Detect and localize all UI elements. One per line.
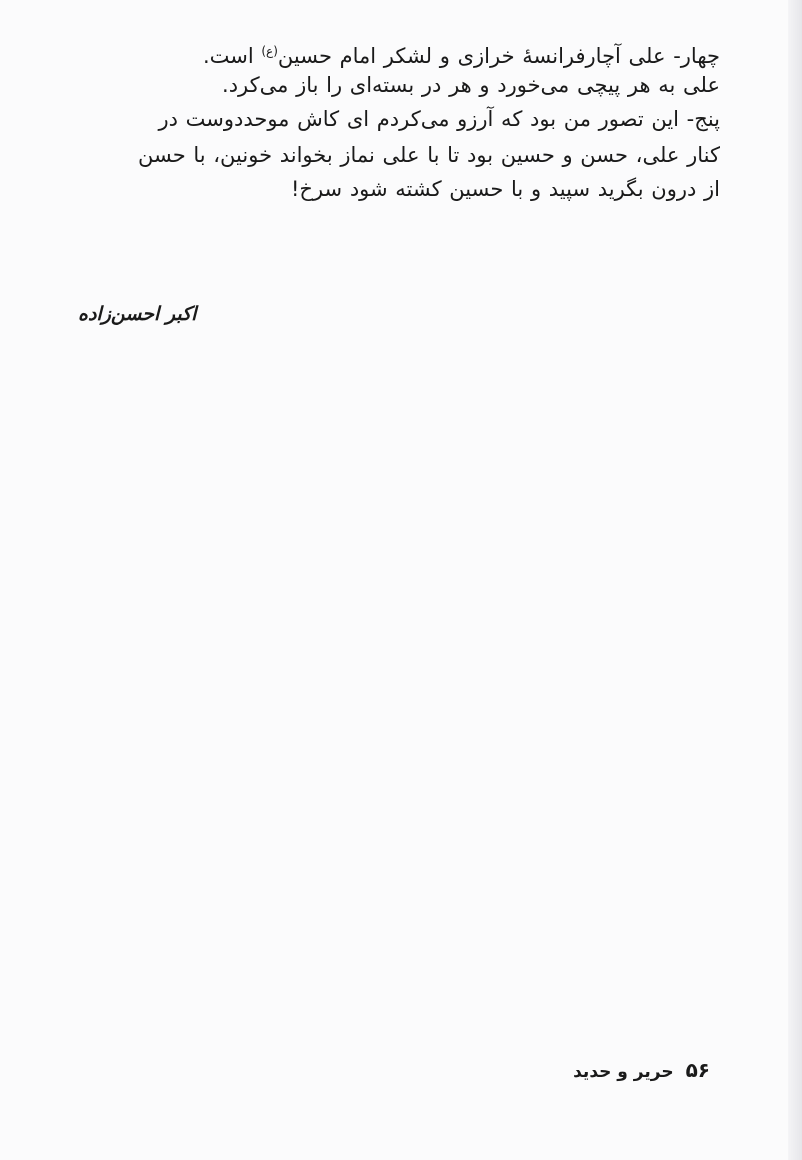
page-footer — [560, 1058, 710, 1082]
body-text — [70, 34, 720, 206]
author-signature: اکبر احسن‌زاده — [78, 303, 197, 325]
page-number: ۵۶ — [685, 1058, 710, 1082]
page-edge-shadow — [788, 0, 802, 1160]
paragraph-line: از درون بگرید سپید و با حسین کشته شود سرخ! — [291, 177, 720, 201]
paragraph-line: کنار علی، حسن و حسین بود تا با علی نماز بخواند خونین، با حسن — [137, 143, 720, 167]
paragraph-line: پنج- این تصور من بود که آرزو می‌کردم ای کاش موحددوست در — [158, 107, 720, 131]
paragraph-line: چهار- علی آچارفرانسهٔ خرازی و لشکر امام حسین$^{(ع)}$ است. — [202, 44, 720, 68]
book-title: حریر و حدید — [573, 1062, 674, 1082]
paragraph-line: علی به هر پیچی می‌خورد و هر در بسته‌ای را باز می‌کرد. — [222, 73, 720, 97]
